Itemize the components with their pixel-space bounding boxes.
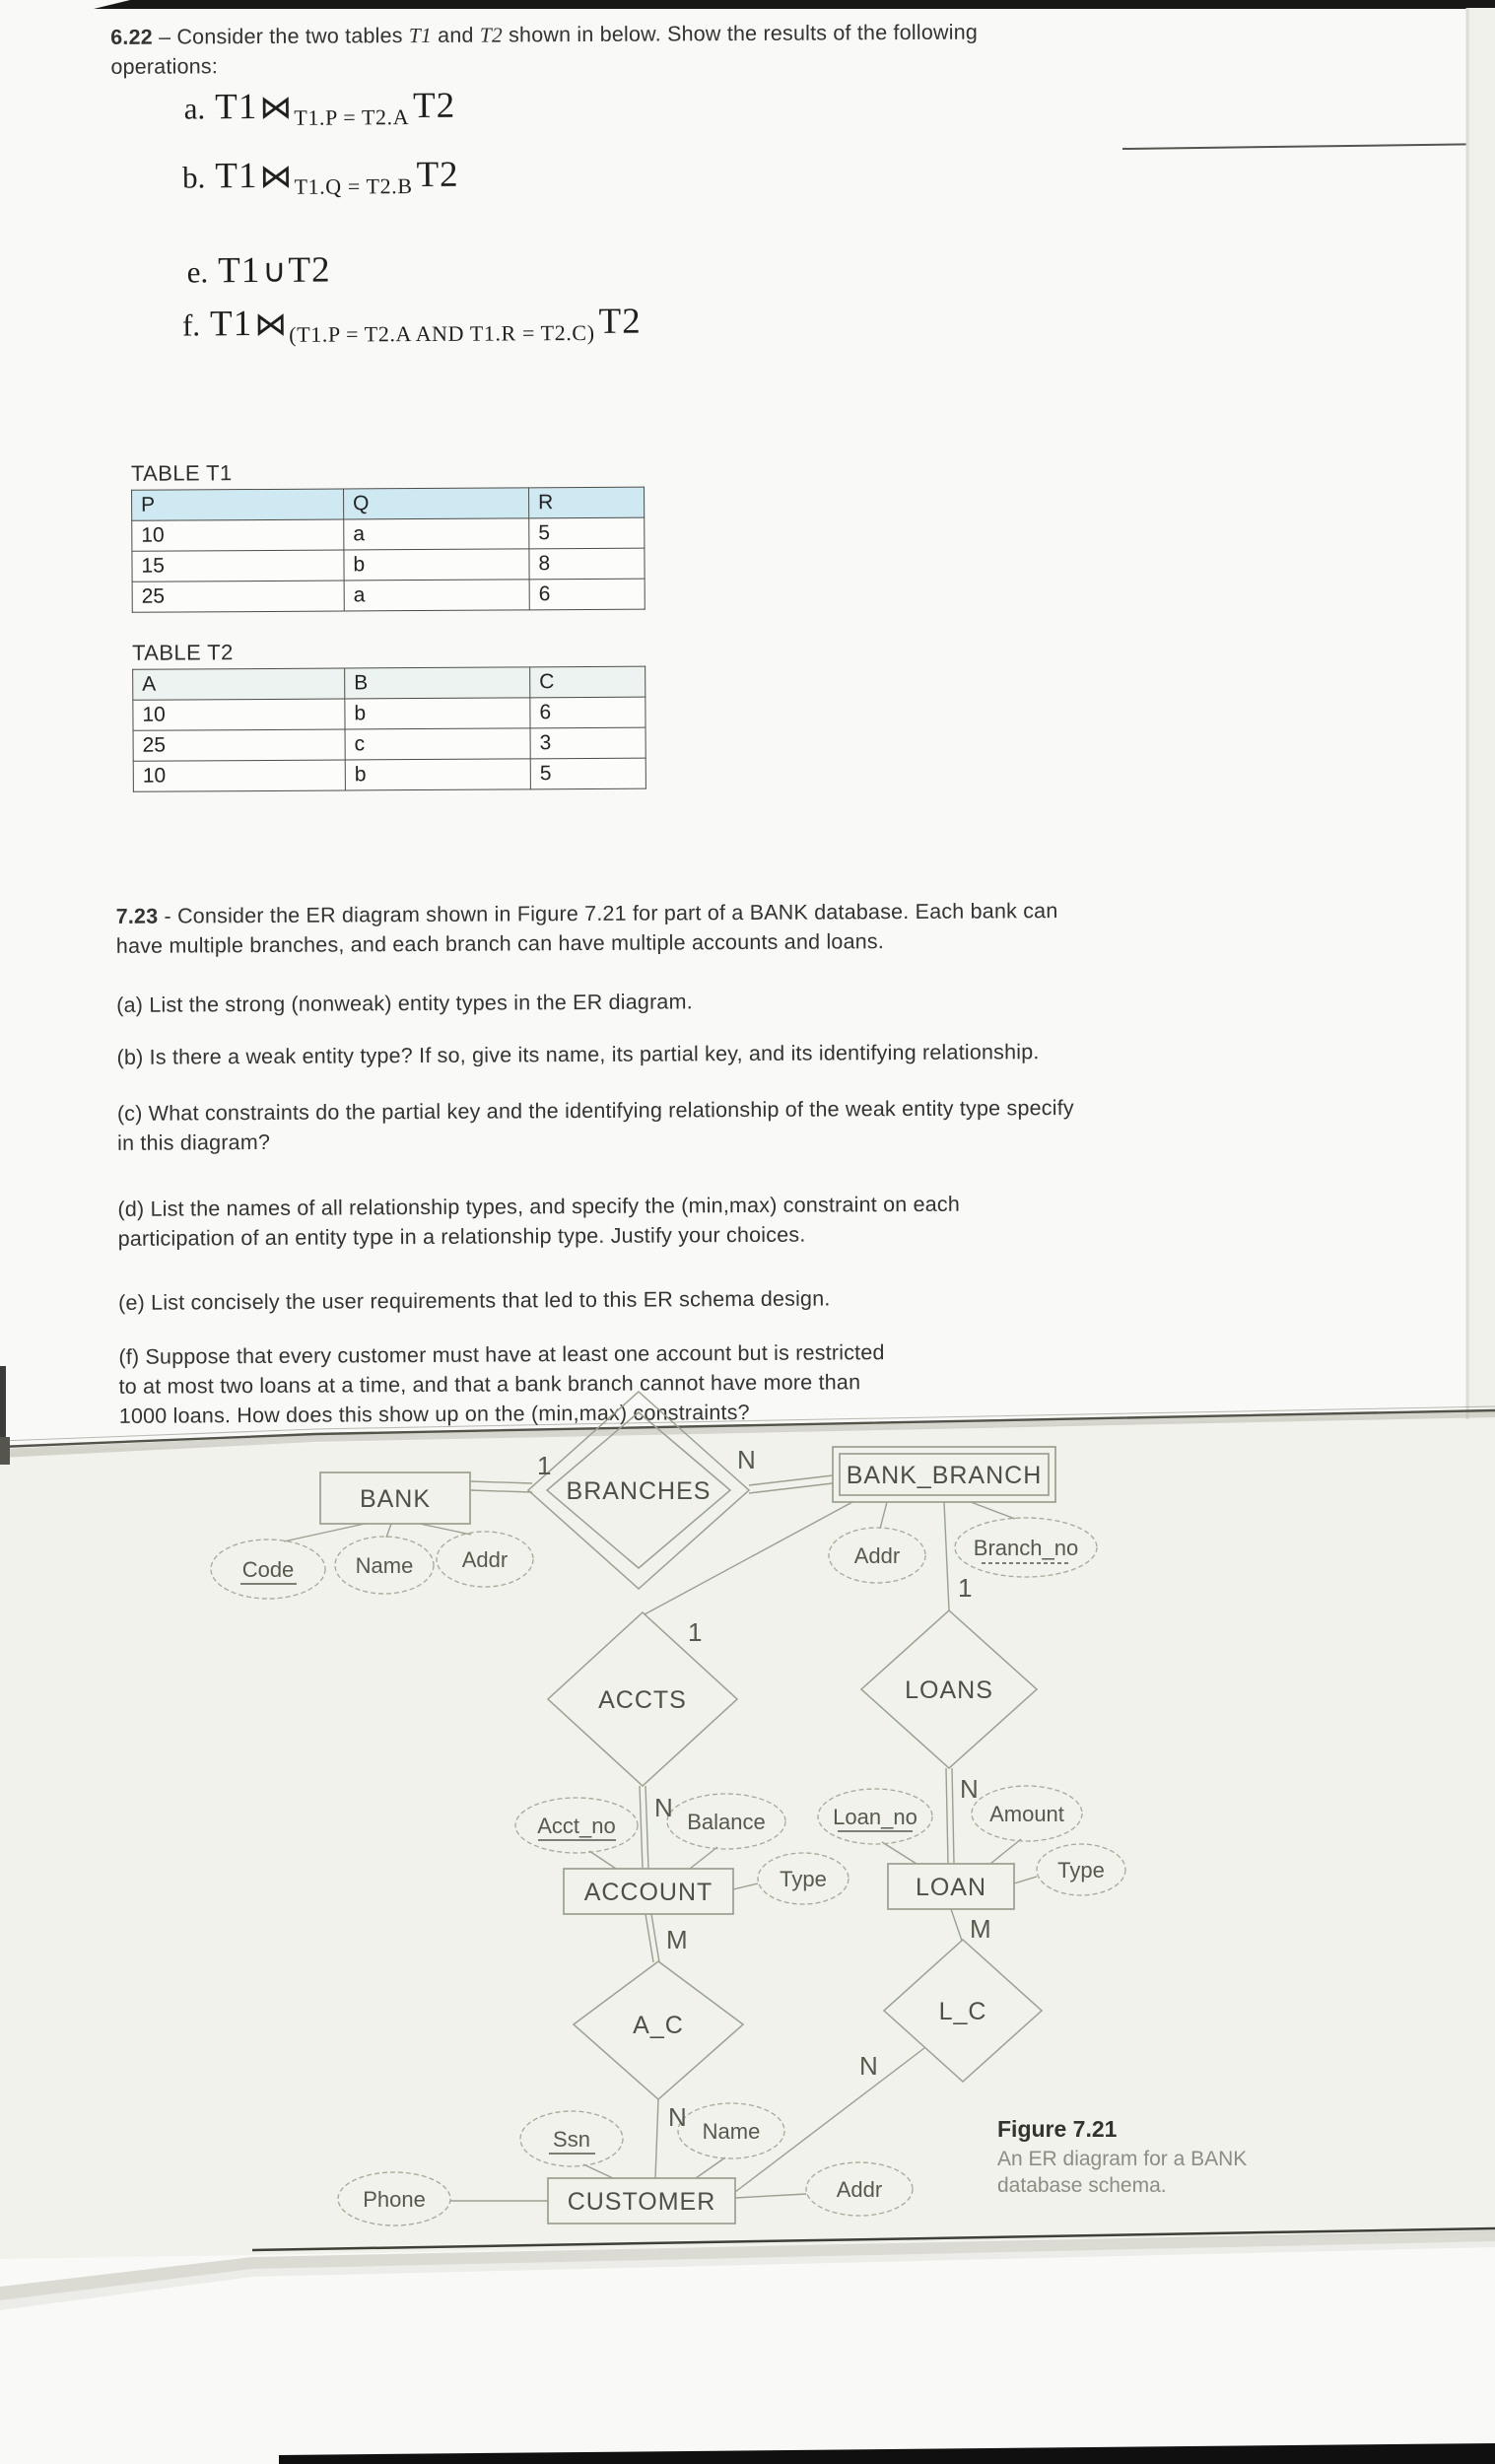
edge-branches-bankbranch-1 [749, 1475, 833, 1485]
table-row: 15 b 8 [132, 548, 645, 582]
edge-bank-branches-1 [470, 1481, 532, 1483]
p723-question-c-line1: (c) What constraints do the partial key and the identifying relationship of the weak entity type specify [116, 1095, 1074, 1126]
cardinality-loans-n: N [960, 1774, 979, 1804]
figure-caption-line2: database schema. [997, 2174, 1167, 2197]
er-connections [284, 1475, 1037, 2201]
attribute-bank-name-label: Name [355, 1553, 414, 1578]
entity-account-label: ACCOUNT [583, 1879, 714, 1906]
cardinality-accts-n: N [654, 1793, 673, 1822]
entity-bank-label: BANK [359, 1485, 432, 1513]
edge-accts-account-1 [640, 1786, 643, 1869]
edge-customer-addr [735, 2194, 806, 2198]
p723-number: 7.23 [115, 904, 159, 928]
table-t2-title: TABLE T2 [131, 640, 234, 665]
table-row: 10 b 5 [133, 758, 646, 791]
bowtie-b: ⋈ [259, 156, 293, 196]
edge-bank-code [284, 1524, 365, 1541]
edge-bb-addr [880, 1502, 887, 1529]
cardinality-lc-n: N [859, 2051, 878, 2081]
edge-ac-customer [655, 2099, 658, 2178]
attribute-amount-label: Amount [989, 1802, 1064, 1826]
t2-header-c: C [530, 666, 646, 698]
operation-a: a. T1⋈T1.P = T2.A T2 [183, 85, 456, 130]
p723-question-a: (a) List the strong (nonweak) entity types in the ER diagram. [116, 990, 693, 1017]
t1-header-r: R [529, 487, 645, 518]
operation-e: e. T1∪T2 [186, 249, 331, 292]
attribute-acct-no-label: Acct_no [537, 1814, 616, 1838]
attribute-acct-type-label: Type [780, 1867, 827, 1891]
attribute-cust-addr-label: Addr [836, 2177, 883, 2202]
edge-account-type [733, 1883, 758, 1889]
attribute-loan-type-label: Type [1057, 1858, 1105, 1882]
p723-question-d-line2: participation of an entity type in a relationship type. Justify your choices. [117, 1222, 806, 1251]
bowtie-f: ⋈ [254, 304, 288, 344]
bowtie-a: ⋈ [259, 87, 293, 127]
table-row: 25 a 6 [132, 579, 645, 612]
edge-bb-branchno [971, 1502, 1015, 1519]
p622-number: 6.22 [110, 25, 153, 49]
p723-question-e: (e) List concisely the user requirements that led to this ER schema design. [118, 1286, 831, 1315]
t2-header-a: A [133, 668, 345, 700]
relationship-ac-label: A_C [633, 2012, 684, 2039]
figure-caption-line1: An ER diagram for a BANK [997, 2148, 1248, 2170]
union-e: ∪ [262, 250, 287, 290]
table-row: 10 a 5 [132, 517, 645, 551]
t1-header-q: Q [344, 488, 529, 519]
p723-question-f-line1: (f) Suppose that every customer must have at least one account but is restricted [118, 1340, 885, 1369]
edge-account-balance [690, 1847, 717, 1869]
cardinality-loans-1: 1 [958, 1573, 973, 1603]
cardinality-branches-1: 1 [537, 1451, 552, 1480]
edge-loan-lc [951, 1909, 962, 1941]
edge-loans-loan-1 [946, 1768, 948, 1864]
relationship-loans-label: LOANS [905, 1677, 993, 1704]
edge-bank-branches-2 [470, 1490, 532, 1492]
operation-f: f. T1⋈(T1.P = T2.A AND T1.R = T2.C) T2 [181, 301, 642, 347]
attribute-bank-addr-label: Addr [461, 1547, 509, 1572]
p622-intro-line1: 6.22 – Consider the two tables T1 and T2 shown in below. Show the results of the following [110, 20, 979, 49]
edge-bb-accts [645, 1502, 852, 1614]
p723-question-f-line2: to at most two loans at a time, and that a bank branch cannot have more than [118, 1370, 861, 1399]
relationship-branches-label: BRANCHES [566, 1477, 712, 1505]
cardinality-ac-n: N [668, 2102, 687, 2132]
edge-bb-loans [944, 1502, 949, 1610]
edge-bank-name [386, 1524, 391, 1538]
p723-intro-line1: 7.23 - Consider the ER diagram shown in Figure 7.21 for part of a BANK database. Each bank can [115, 899, 1058, 928]
entity-bank-branch-label: BANK_BRANCH [846, 1462, 1043, 1489]
edge-bank-addr [420, 1524, 471, 1535]
attribute-cust-name-label: Name [702, 2119, 761, 2144]
relationship-lc-label: L_C [938, 1998, 987, 2025]
cardinality-lc-m: M [970, 1914, 991, 1944]
p622-intro-line2: operations: [110, 54, 219, 79]
edge-loan-type [1014, 1877, 1037, 1883]
attribute-bb-addr-label: Addr [853, 1543, 901, 1568]
table-row: 10 b 6 [133, 697, 646, 730]
attribute-balance-label: Balance [687, 1810, 766, 1834]
attribute-loan-no-label: Loan_no [833, 1805, 917, 1829]
t2-ref: T2 [479, 23, 503, 47]
edge-account-acctno [589, 1851, 616, 1869]
operation-b: b. T1⋈T1.Q = T2.B T2 [181, 154, 459, 199]
edge-branches-bankbranch-2 [749, 1483, 833, 1493]
attribute-branch-no-label: Branch_no [973, 1536, 1079, 1560]
cardinality-accts-1: 1 [688, 1617, 703, 1647]
cardinality-branches-n: N [737, 1445, 756, 1474]
t2-header-b: B [345, 667, 530, 699]
relationship-accts-label: ACCTS [598, 1686, 687, 1714]
p723-question-b: (b) Is there a weak entity type? If so, give its name, its partial key, and its identifying relationship. [116, 1040, 1040, 1069]
edge-customer-ssn [583, 2164, 613, 2178]
edge-loan-loanno [882, 1842, 917, 1864]
attribute-ssn-label: Ssn [553, 2127, 590, 2152]
p723-intro-line2: have multiple branches, and each branch can have multiple accounts and loans. [115, 929, 885, 958]
t1-ref: T1 [408, 23, 433, 48]
table-t1-title: TABLE T1 [130, 460, 233, 486]
entity-loan-label: LOAN [915, 1874, 987, 1901]
p723-question-d-line1: (d) List the names of all relationship types, and specify the (min,max) constraint on each [117, 1192, 961, 1221]
edge-loan-amount [990, 1839, 1021, 1864]
cardinality-ac-m: M [666, 1925, 688, 1954]
t1-header-p: P [132, 489, 344, 520]
entity-customer-label: CUSTOMER [567, 2188, 716, 2216]
attribute-phone-label: Phone [363, 2187, 426, 2212]
edge-accts-account-2 [646, 1786, 648, 1869]
edge-loans-loan-2 [952, 1768, 954, 1864]
p723-question-f-line3: 1000 loans. How does this show up on the (min,max) constraints? [118, 1400, 750, 1428]
attribute-code-label: Code [241, 1557, 295, 1582]
figure-caption-title: Figure 7.21 [997, 2116, 1118, 2142]
table-row: 25 c 3 [133, 727, 646, 761]
p723-question-c-line2: in this diagram? [117, 1129, 271, 1155]
edge-customer-name [696, 2157, 725, 2178]
